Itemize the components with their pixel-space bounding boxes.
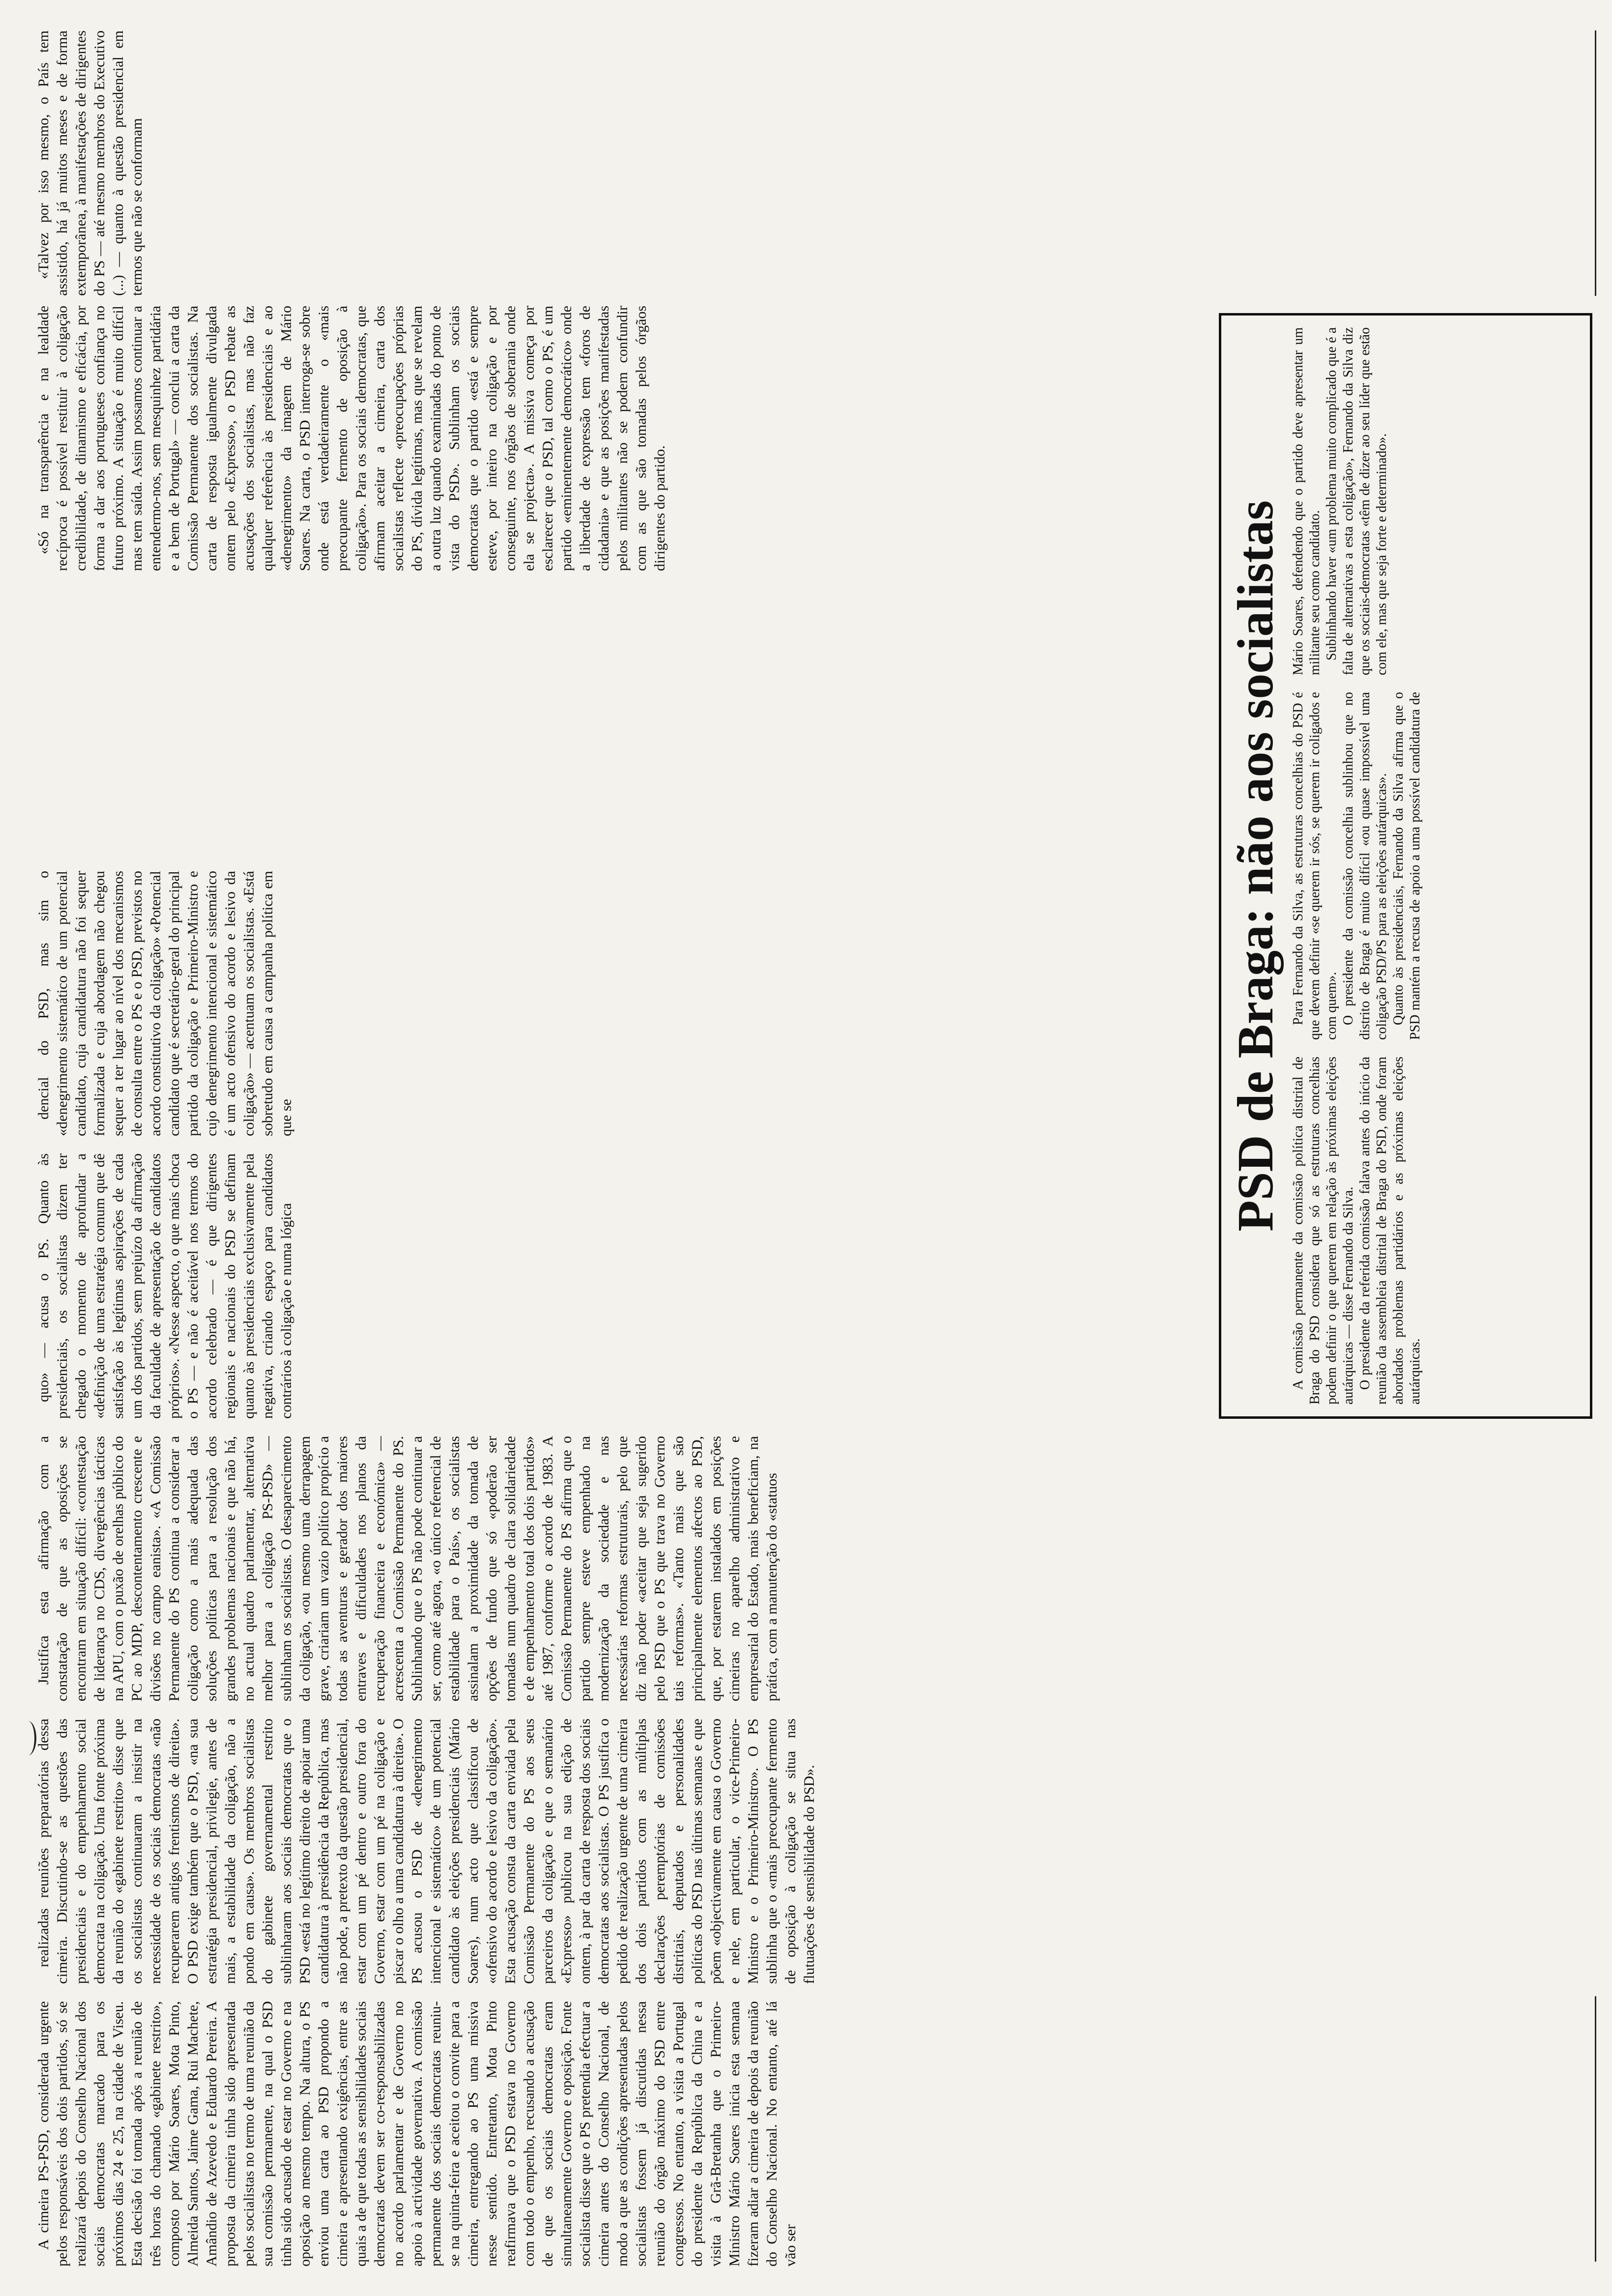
article-sheet (20, 29, 1602, 2267)
column-end-rule (1595, 30, 1596, 296)
article-column-7: «Talvez por isso mesmo, o País tem assistido, há já muitos meses e de forma extemporânea, à manifestações de dirigentes do PS — até mesmo membros do Executivo (...) — quanto à questão presidencial em termos que não se conformam (35, 30, 145, 296)
article-column-4: quo» — acusa o PS. Quanto às presidenciais, os socialistas dizem ter chegado o momento de aprofundar a «definição de uma estratégia comum que dê satisfação às legítimas aspirações de cada um dos partidos, sem prejuízo da afirmação da faculdade de apresentação de candidatos próprios». «Nesse aspecto, o que mais choca o PS — e não é aceitável nos termos do acordo celebrado — é que dirigentes regionais e nacionais do PSD se definam quanto às presidenciais exclusivamente pela negativa, criando espaço para candidatos contrários à coligação e numa lógica (35, 1153, 294, 1419)
article-column-1: A cimeira PS-PSD, considerada urgente pelos responsáveis dos dois partidos, só se realizará depois do Conselho Nacional dos sociais democratas marcado para os próximos dias 24 e 25, na cidade de Viseu. Esta decisão foi tomada após a reunião de três horas do chamado «gabinete restrito», composto por Mário Soares, Mota Pinto, Almeida Santos, Jaime Gama, Rui Machete, Amândio de Azevedo e Eduardo Pereira. A proposta da cimeira tinha sido apresentada pelos socialistas no termo de uma reunião da sua comissão permanente, na qual o PSD tinha sido acusado de estar no Governo e na oposição ao mesmo tempo. Na altura, o PS enviou uma carta ao PSD propondo a cimeira e apresentando exigências, entre as quais a de que todas as sensibilidades sociais democratas devem ser co-responsabilizadas no acordo parlamentar e de Governo no apoio à actividade governativa. A comissão permanente dos sociais democratas reuniu-se na quinta-feira e aceitou o convite para a cimeira, entregando ao PS uma missiva nesse sentido. Entretanto, Mota Pinto reafirmava que o PSD estava no Governo com todo o empenho, recusando a acusação de que os sociais democratas eram simultaneamente Governo e oposição. Fonte socialista disse que o PS pretendia efectuar a cimeira antes do Conselho Nacional, de modo a que as condições apresentadas pelos socialistas fossem já discutidas nessa reunião do órgão máximo do PSD entre congressos. No entanto, a visita a Portugal do presidente da República da China e a visita à Grã-Bretanha que o Primeiro-Ministro Mário Soares inicia esta semana fizeram adiar a cimeira de depois da reunião do Conselho Nacional. No entanto, até lá vão ser (35, 2001, 799, 2267)
box-paragraph: O presidente da referida comissão falava antes do início da reunião da assembleia distrital de Braga do PSD, onde foram abordados problemas partidários e as próximas eleições autárquicas. (1357, 1057, 1423, 1405)
article-column-3: Justifica esta afirmação com a constatação de que as oposições se encontram em situação difícil: «contestação de liderança no CDS, divergências tácticas na APU, com o puxão de orelhas público do PC ao MDP, descontentamento crescente e divisões no campo eanista». «A Comissão Permanente do PS continua a considerar a coligação como a mais adequada das soluções políticas para a resolução dos grandes problemas nacionais e que não há, no actual quadro parlamentar, alternativa melhor para a coligação PS-PSD» — sublinham os socialistas. O desaparecimento da coligação, «ou mesmo uma derrapagem grave, criariam um vazio político propício a todas as aventuras e gerador dos maiores entraves e dificuldades nos planos da recuperação financeira e económica» — acrescenta a Comissão Permanente do PS. Sublinhando que o PS não pode continuar a ser, como até agora, «o único referencial de estabilidade para o País», os socialistas assinalam a proximidade da tomada de opções de fundo que só «poderão ser tomadas num quadro de clara solidariedade e de empenhamento total dos dois partidos» até 1987, conforme o acordo de 1983. A Comissão Permanente do PS afirma que o partido sempre esteve empenhado na modernização da sociedade e nas necessárias reformas estruturais, pelo que diz não poder «aceitar que seja sugerido pelo PSD que o PS que trava no Governo tais reformas». «Tanto mais que são principalmente elementos afectos ao PSD, que, por estarem instalados em posições cimeiras no aparelho administrativo e empresarial do Estado, mais beneficiam, na prática, com a manutenção do «statuos (35, 1436, 780, 1701)
box-paragraph: Para Fernando da Silva, as estruturas concelhias do PSD é que devem definir «se querem ir sós, se querem ir coligados e com quem». (1291, 692, 1339, 1040)
boxed-article-braga (1219, 313, 1592, 1419)
article-column-2: realizadas reuniões preparatórias dessa cimeira. Discutindo-se as questões das presidenciais e do empenhamento social democrata na coligação. Uma fonte próxima da reunião do «gabinete restrito» disse que os socialistas continuaram a insistir na necessidade de os sociais democratas «não recuperarem antigos frentismos de direita». O PSD exige também que o PSD, «na sua estratégia presidencial, privilegie, antes de mais, a estabilidade da coligação, não a pondo em causa». Os membros socialistas do gabinete governamental restrito sublinharam aos sociais democratas que o PSD «está no legítimo direito de apoiar uma candidatura à presidência da República, mas não pode, a pretexto da questão presidencial, estar com um pé dentro e outro fora do Governo, estar com um pé na coligação e piscar o olho a uma candidatura à direita». O PS acusou o PSD de «denegrimento intencional e sistemático» de um potencial candidato às eleições presidenciais (Mário Soares), num acto que classificou de «ofensivo do acordo e lesivo da coligação». Esta acusação consta da carta enviada pela Comissão Permanente do PS aos seus parceiros da coligação e que o semanário «Expresso» publicou na sua edição de ontem, à par da carta de resposta dos sociais democratas aos socialistas. O PS justifica o pedido de realização urgente de uma cimeira dos dois partidos com as múltiplas declarações peremptórias de comissões distritais, deputados e personalidades políticas do PSD nas últimas semanas e que põem «objectivamente em causa o Governo e nele, em particular, o vice-Primeiro-Ministro e o Primeiro-Ministro». O PS sublinha que o «mais preocupante fermento de oposição à coligação se situa nas flutuações de sensibilidade do PSD». (35, 1719, 817, 1984)
box-paragraph: A comissão permanente da comissão política distrital de Braga do PSD considera que só as estruturas concelhias podem definir o que querem em relação às próximas eleições autárquicas — disse Fernando da Silva. (1291, 1057, 1356, 1405)
boxed-article-body (1290, 327, 1501, 1405)
column-separator-mark (20, 1721, 36, 1755)
boxed-headline: PSD de Braga: não aos socialistas (1227, 500, 1284, 1232)
column-end-rule (1595, 1996, 1596, 2262)
article-column-5: dencial do PSD, mas sim o «denegrimento sistemático de um potencial candidato, cuja candidatura não foi sequer formalizada e cuja abordagem não chegou sequer a ter lugar ao nível dos mecanismos de consulta entre o PS e o PSD, previstos no acordo constitutivo da coligação» «Potencial candidato que é secretário-geral do principal partido da coligação e Primeiro-Ministro e cujo denegrimento intencional e sistemático é um acto ofensivo do acordo e lesivo da coligação» — acentuam os socialistas. «Está sobretudo em causa a campanha política em que se (35, 871, 294, 1136)
box-paragraph: Sublinhando haver «um problema muito complicado que é a falta de alternativas a esta coligação», Fernando da Silva diz que os sociais-democratas «têm de dizer ao seu líder que estão com ele, mas que seja forte e determinado». (1324, 327, 1389, 675)
box-paragraph: Quanto às presidenciais, Fernando da Silva afirma que o PSD mantém a recusa de apoio a uma possível candidatura de Mário Soares, defendendo que o partido deve apresentar um militante seu como candidato. (1291, 327, 1423, 1040)
box-paragraph: O presidente da comissão concelhia sublinhou que no distrito de Braga é muito difícil «ou quase impossível uma coligação PSD/PS para as eleições autárquicas». (1341, 692, 1389, 1040)
article-column-6: «Só na transparência e na lealdade recíproca é possível restituir à coligação credibilidade, de dinamismo e eficácia, por forma a dar aos portugueses confiança no futuro próximo. A situação é muito difícil mas tem saída. Assim possamos continuar a entendermo-nos, sem mesquinhez partidária e a bem de Portugal» — conclui a carta da Comissão Permanente dos socialistas. Na carta de resposta igualmente divulgada ontem pelo «Expresso», o PSD rebate as acusações dos socialistas, mas não faz qualquer referência às presidenciais e ao «denegrimento» da imagem de Mário Soares. Na carta, o PSD interroga-se sobre onde está verdadeiramente o «mais preocupante fermento de oposição à coligação». Para os sociais democratas, que afirmam aceitar a cimeira, carta dos socialistas reflecte «preocupações próprias do PS, dívida legítimas, mas que se revelam a outra luz quando examinadas do ponto de vista do PSD». Sublinham os sociais democratas que o partido «está e sempre esteve, por inteiro na coligação e por conseguinte, nos órgãos de soberania onde ela se projecta». A missiva começa por esclarecer que o PSD, tal como o PS, é um partido «eminentemente democrático» onde a liberdade de expressão tem «foros de cidadania» e que as posições manifestadas pelos militantes não se podem confundir com as que são tomadas pelos órgãos dirigentes do partido. (35, 306, 668, 571)
